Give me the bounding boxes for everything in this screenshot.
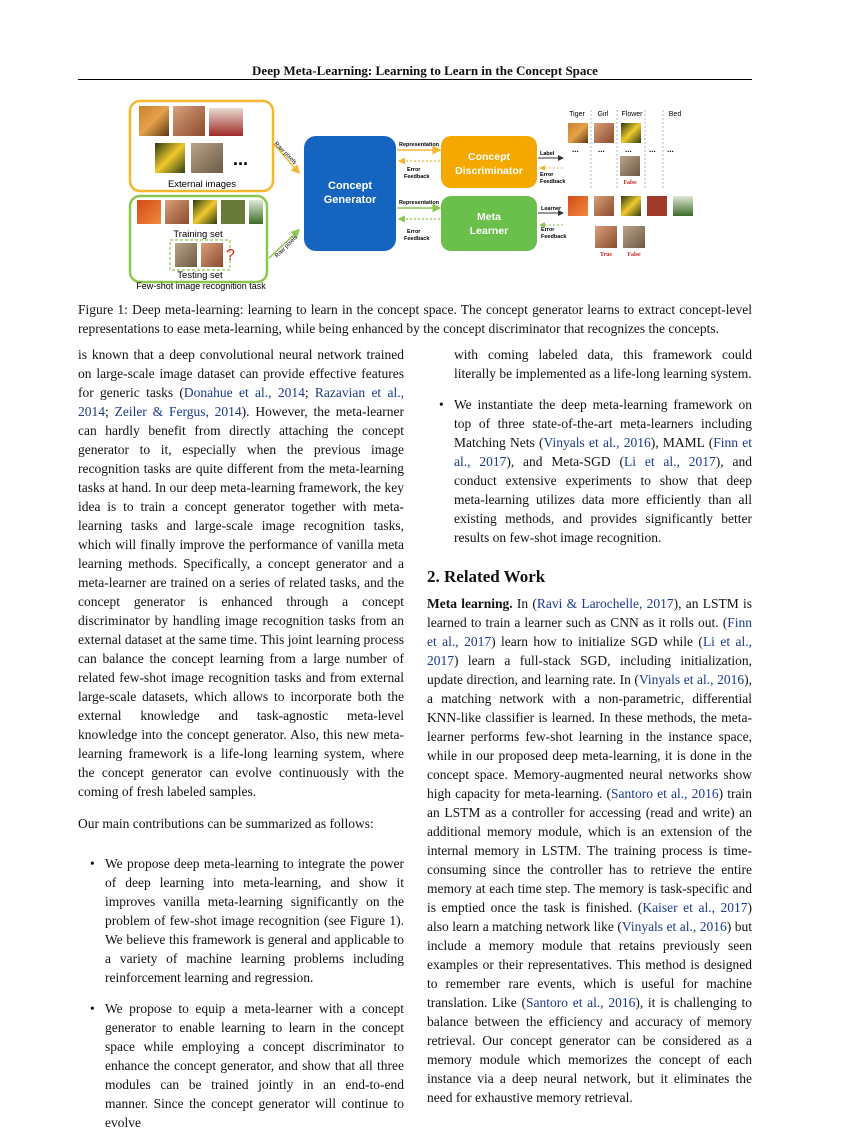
feedback-right-bottom: Feedback — [541, 234, 567, 240]
representation-top: Representation — [399, 142, 440, 148]
train-img-1 — [137, 200, 161, 224]
left-paragraph-2: Our main contributions can be summarized as follows: — [78, 816, 374, 831]
contributions-list — [78, 854, 404, 1132]
class-bed: Bed — [668, 111, 682, 118]
test-img-1 — [175, 243, 197, 267]
true-bottom: True — [599, 252, 613, 258]
figure-caption: Figure 1: Deep meta-learning: learning to learn in the concept space. The concept generator learns to extract concept-level representations to ease meta-learning, while being enhanced by the concept discriminator that recognizes the concepts. — [78, 302, 752, 336]
false-top: False — [623, 180, 637, 186]
citation-link[interactable]: Santoro et al., 2016 — [611, 786, 719, 801]
support-img-1 — [568, 196, 588, 216]
error-right-top: Error — [540, 172, 554, 178]
support-img-4 — [647, 196, 667, 216]
contributions-list-cont — [427, 345, 752, 547]
feedback-bottom: Feedback — [404, 236, 430, 242]
ext-img-tiger — [139, 106, 169, 136]
list-item: • We instantiate the deep meta-learning framework on top of three state-of-the-art meta-learners including Matching Nets (Vinyals et al., 2016), MAML (Finn et al., 2017), and Meta-SGD (Li et al., 2017), and conduct extensive experiments to show that deep meta-learning utilizes data more efficiently than all existing methods, and provides significantly better results on few-shot image recognition. — [439, 397, 752, 545]
running-header: Deep Meta-Learning: Learning to Learn in the Concept Space — [252, 63, 598, 78]
feedback-right-top: Feedback — [540, 179, 566, 185]
label-text: Label — [540, 151, 555, 157]
discriminator-line1: Concept — [468, 151, 510, 163]
list-item: • We propose deep meta-learning to integrate the power of deep learning into meta-learning, and show it improves vanilla meta-learning significantly on the problem of few-shot image recognition (see Figure 1). We believe this framework is general and applicable to a variety of machine learning problems including reinforcement learning and regression. — [90, 856, 404, 985]
feedback-top: Feedback — [404, 174, 430, 180]
class-tiger: Tiger — [569, 111, 585, 118]
dots-2: ... — [598, 145, 605, 154]
bullet-icon: • — [90, 856, 95, 871]
header-rule — [78, 79, 752, 80]
left-column — [78, 345, 404, 1132]
learner-line2: Learner — [469, 225, 509, 237]
train-img-5 — [249, 200, 263, 224]
ext-img-bed — [209, 108, 243, 136]
dots-1: ... — [572, 145, 579, 154]
figure-1-diagram — [127, 98, 725, 294]
learner-line1: Meta — [477, 211, 501, 223]
learner-text: Learner — [541, 206, 562, 212]
citation-link[interactable]: Vinyals et al., 2016 — [621, 919, 727, 934]
query-img-cat — [620, 156, 640, 176]
list-item: with coming labeled data, this framework could literally be implemented as a life-long learning system. — [454, 347, 752, 381]
test-img-2 — [201, 243, 223, 267]
query-img-cat-2 — [623, 226, 645, 248]
citation-link[interactable]: Kaiser et al., 2017 — [642, 900, 748, 915]
external-images-label: External images — [167, 179, 237, 190]
training-set-label: Training set — [173, 229, 223, 240]
citation-link[interactable]: Finn et al., 2017 — [427, 615, 752, 649]
class-img-tiger — [568, 123, 588, 143]
raw-pixels-top: Raw pixels — [272, 141, 298, 166]
false-bottom: False — [627, 252, 641, 258]
dots-5: ... — [667, 145, 674, 154]
dots-4: ... — [649, 145, 656, 154]
right-column — [427, 345, 752, 1107]
error-right-bottom: Error — [541, 227, 555, 233]
testing-set-label: Testing set — [177, 270, 223, 281]
ext-img-flower — [155, 143, 185, 173]
train-img-4 — [221, 200, 245, 224]
left-paragraph-1: is known that a deep convolutional neural network trained on large-scale image dataset can provide effective features for generic tasks (Donahue et al., 2014; Razavian et al., 2014; Zeiler & Fergus, 2014). However, the meta-learner can hardly benefit from directly attaching the concept generator to it, especially when the previous image recognition tasks are quite different from the meta-learning tasks at hand. In our deep meta-learning framework, the key idea is to train a concept generator together with meta-learning tasks and large-scale image recognition tasks, which will finally improve the performance of vanilla meta learning methods. Specifically, a concept generator and a meta-learner are trained on a series of related tasks, and the concept generator is enhanced through a concept discriminator by handling image recognition tasks from an external dataset at the same time. This joint learning process can balance the concept learning from a large number of related few-shot image recognition tasks and from external large-scale datasets, which allows to incorporate both the external knowledge and task-agnostic meta-level knowledge into the concept generator. Also, this new meta-learning framework is a life-long learning system, where the concept generator can evolve continuously with the coming of fresh labeled samples. — [78, 347, 404, 799]
citation-link[interactable]: Vinyals et al., 2016 — [638, 672, 745, 687]
ext-img-cat — [191, 143, 223, 173]
citation-link[interactable]: Vinyals et al., 2016 — [543, 435, 651, 450]
train-img-2 — [165, 200, 189, 224]
meta-learner-box — [441, 196, 537, 251]
citation-link[interactable]: Donahue et al., 2014 — [183, 385, 305, 400]
class-img-girl — [594, 123, 614, 143]
dots-3: ... — [625, 145, 632, 154]
query-img-girl — [595, 226, 617, 248]
citation-link[interactable]: Santoro et al., 2016 — [526, 995, 636, 1010]
support-img-2 — [594, 196, 614, 216]
bullet-icon: • — [90, 1001, 95, 1016]
related-work-paragraph: Meta learning. In (Ravi & Larochelle, 2017), an LSTM is learned to train a learner such as CNN as it rolls out. (Finn et al., 2017) learn how to initialize SGD while (Li et al., 2017) learn a full-stack SGD, including initialization, update direction, and learning rate. In (Vinyals et al., 2016), a matching network with a non-parametric, differential KNN-like classifier is learned. In these methods, the meta-learner performs few-shot learning in the instance space, while in our proposed deep meta-learning, it is done in the concept space. Memory-augmented neural networks show high capacity for meta-learning. (Santoro et al., 2016) train an LSTM as a controller for accessing (read and write) an additional memory module, which is an extension of the internal memory in LSTM. The training process is time-consuming since the controller has to retrieve the entire memory at each time step. The memory is task-specific and is emptied once the task is finished. (Kaiser et al., 2017) also learn a matching network like (Vinyals et al., 2016) but include a memory module that retains previously seen examples or their representatives. This method is designed to remember rare events, which is useful for machine translation. Like (Santoro et al., 2016), it is challenging to balance between the efficiency and accuracy of memory retrieval. Our concept generator can be considered as a memory module which memorizes the concept of each instance via a deep neural network, but it eliminates the need for exhaustive memory retrieval. — [427, 596, 753, 1105]
discriminator-line2: Discriminator — [455, 165, 523, 177]
citation-link[interactable]: Zeiler & Fergus, 2014 — [114, 404, 242, 419]
list-item: • We propose to equip a meta-learner with a concept generator to enable learning to learn in the concept space while employing a concept discriminator to enhance the concept generator, and show that all three modules can be trained jointly in an end-to-end manner. Since the concept generator will continue to evolve — [90, 1001, 404, 1130]
representation-bottom: Representation — [399, 200, 440, 206]
class-girl: Girl — [597, 111, 609, 118]
class-flower: Flower — [621, 111, 643, 118]
error-bottom: Error — [407, 229, 421, 235]
generator-line2: Generator — [323, 194, 377, 206]
generator-line1: Concept — [328, 180, 372, 192]
citation-link[interactable]: Razavian et al., 2014 — [78, 385, 404, 419]
raw-pixels-bottom: Raw pixels — [274, 234, 299, 260]
question-mark: ? — [226, 247, 235, 264]
citation-link[interactable]: Li et al., 2017 — [624, 454, 716, 469]
citation-link[interactable]: Ravi & Larochelle, 2017 — [536, 596, 674, 611]
citation-link[interactable]: Finn et al., 2017 — [454, 435, 752, 469]
citation-link[interactable]: Li et al., 2017 — [427, 634, 752, 668]
support-img-3 — [621, 196, 641, 216]
train-img-3 — [193, 200, 217, 224]
few-shot-task-label: Few-shot image recognition task — [136, 281, 266, 291]
class-img-flower — [621, 123, 641, 143]
ext-ellipsis: ... — [233, 149, 249, 169]
error-top: Error — [407, 167, 421, 173]
section-heading: 2. Related Work — [427, 567, 546, 586]
support-img-5 — [673, 196, 693, 216]
bullet-icon: • — [439, 397, 444, 412]
ext-img-person — [173, 106, 205, 136]
